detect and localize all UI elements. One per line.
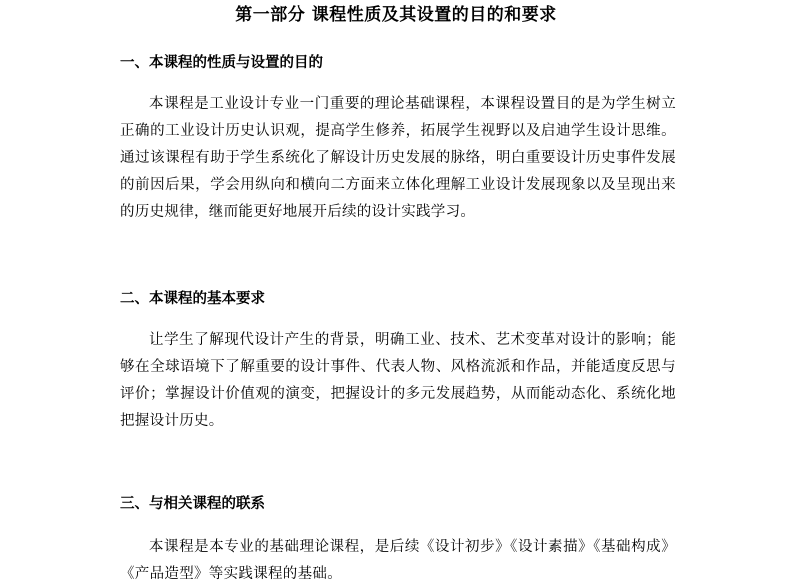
section-body-related-courses: 本课程是本专业的基础理论课程，是后续《设计初步》《设计素描》《基础构成》《产品造型》等实践课程的基础。 xyxy=(120,539,676,582)
section-heading-requirements: 二、本课程的基本要求 xyxy=(120,291,265,307)
section-body-purpose: 本课程是工业设计专业一门重要的理论基础课程，本课程设置目的是为学生树立正确的工业设计历史认识观，提高学生修养，拓展学生视野以及启迪学生设计思维。通过该课程有助于学生系统化了解设计历史发展的脉络，明白重要设计历史事件发展的前因后果，学会用纵向和横向二方面来立体化理解工业设计发展现象以及呈现出来的历史规律，继而能更好地展开后续的设计实践学习。 xyxy=(120,96,676,220)
section-heading-purpose: 一、本课程的性质与设置的目的 xyxy=(120,55,323,71)
page-title: 第一部分 课程性质及其设置的目的和要求 xyxy=(235,5,557,25)
section-body-requirements: 让学生了解现代设计产生的背景，明确工业、技术、艺术变革对设计的影响；能够在全球语境下了解重要的设计事件、代表人物、风格流派和作品，并能适度反思与评价；掌握设计价值观的演变，把握设计的多元发展趋势，从而能动态化、系统化地把握设计历史。 xyxy=(120,332,676,429)
section-heading-related-courses: 三、与相关课程的联系 xyxy=(120,496,265,512)
